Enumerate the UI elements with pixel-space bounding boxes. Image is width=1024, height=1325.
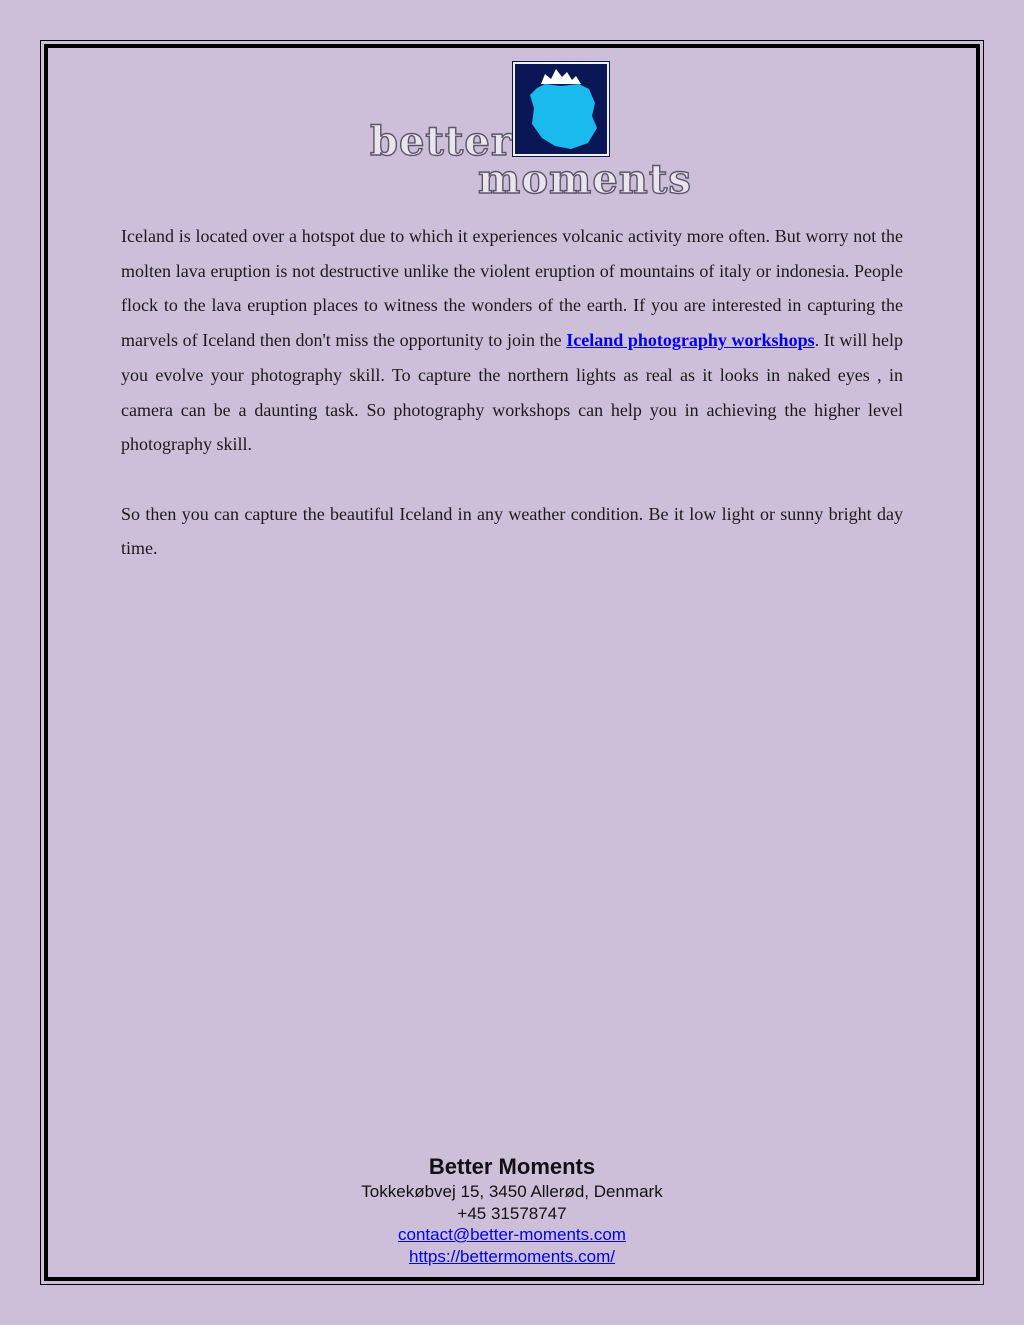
paragraph-1-text-end: . It will help you evolve your photography skill. To capture the northern lights as real as it looks in naked eyes , in camera can be a daunting task. So photography workshops can help you in achieving the higher level photography skill. [121, 330, 904, 455]
company-phone: +45 31578747 [457, 1203, 567, 1223]
article-body [121, 219, 903, 566]
logo-word-better: better [370, 118, 513, 165]
brand-logo [370, 60, 692, 203]
article-paragraph-1 [121, 219, 903, 462]
contact-footer [300, 1153, 724, 1267]
logo-word-moments: moments [478, 156, 692, 203]
company-address: Tokkekøbvej 15, 3450 Allerød, Denmark [361, 1182, 663, 1201]
paragraph-1-text-start: Iceland is located over a hotspot due to which it experiences volcanic activity more often. But worry not the molten lava eruption is not destructive unlike the violent eruption of mountains of italy or indonesia. People flock to the lava eruption places to witness the wonders of the earth. If you are interested in capturing the marvels of Iceland then don't miss the opportunity to join the [121, 226, 903, 351]
email-link[interactable]: contact@better-moments.com [398, 1225, 626, 1244]
iceberg-icon [513, 62, 609, 156]
website-link[interactable]: https://bettermoments.com/ [409, 1246, 615, 1266]
article-paragraph-2: So then you can capture the beautiful Iceland in any weather condition. Be it low light or sunny bright day time. [121, 503, 903, 559]
iceland-workshops-link[interactable]: Iceland photography workshops [566, 330, 815, 351]
company-name: Better Moments [428, 1154, 596, 1179]
